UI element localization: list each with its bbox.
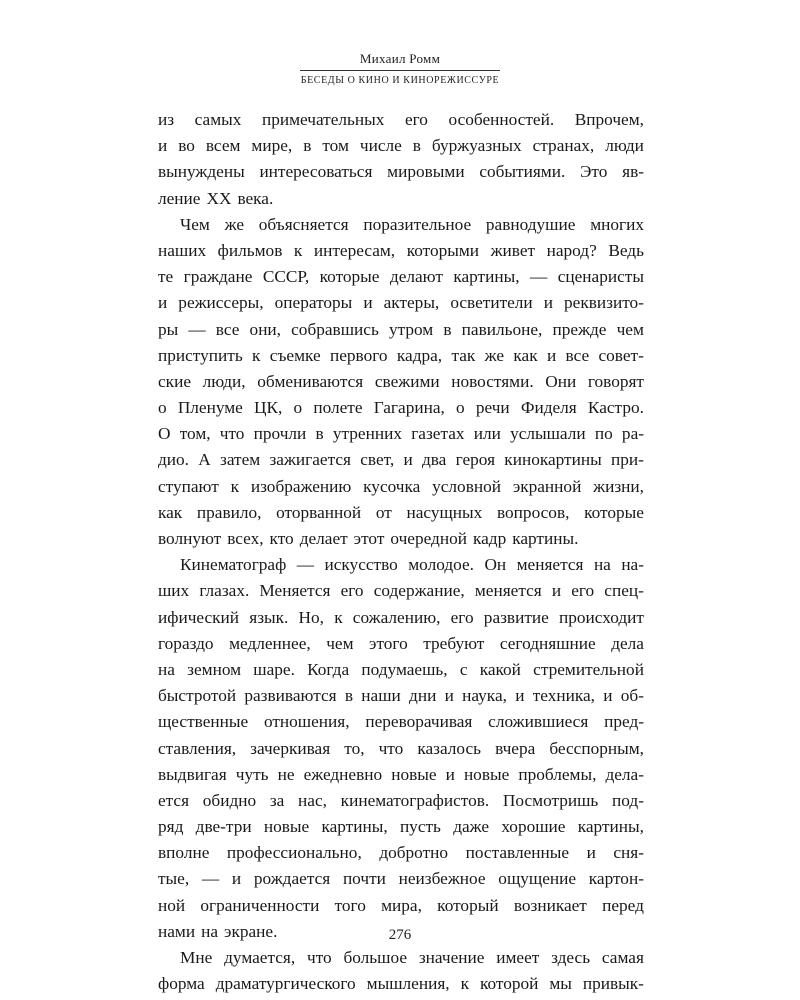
text-line: ставления, зачеркивая то, что казалось вчера бесспорным,: [158, 738, 644, 758]
header-rule: [300, 70, 500, 71]
text-line: ряд две-три новые картины, пусть даже хорошие картины,: [158, 817, 644, 837]
text-line: Мне думается, что большое значение имеет здесь самая: [180, 948, 644, 967]
text-line: вынуждены интересоваться мировыми событиями. Это яв-: [158, 162, 644, 182]
text-line: волнуют всех, кто делает этот очередной кадр картины.: [158, 529, 579, 548]
text-line: на земном шаре. Когда подумаешь, с какой стремительной: [158, 659, 644, 679]
text-line: те граждане СССР, которые делают картины, — сценаристы: [158, 267, 644, 287]
text-line: О том, что прочли в утренних газетах или услышали по ра-: [158, 424, 644, 444]
header-book-title: БЕСЕДЫ О КИНО И КИНОРЕЖИССУРЕ: [300, 75, 500, 86]
text-line: ление XX века.: [158, 188, 274, 208]
text-line: наших фильмов к интересам, которыми живет народ? Ведь: [158, 240, 644, 260]
text-line: щественные отношения, переворачивая сложившиеся пред-: [158, 712, 644, 732]
text-line: и режиссеры, операторы и актеры, осветители и реквизито-: [158, 293, 644, 313]
text-line: дио. А затем зажигается свет, и два героя кинокартины при-: [158, 450, 644, 470]
text-line: ифический язык. Но, к сожалению, его развитие происходит: [158, 607, 644, 627]
text-line: ной ограниченности того мира, который возникает перед: [158, 895, 644, 915]
text-line: ших глазах. Меняется его содержание, меняется и его спец-: [158, 581, 644, 601]
text-line: и во всем мире, в том числе в буржуазных странах, люди: [158, 136, 644, 156]
text-line: как правило, оторванной от насущных вопросов, которые: [158, 502, 644, 522]
page-number: 276: [388, 927, 412, 943]
text-line: выдвигая чуть не ежедневно новые и новые проблемы, дела-: [158, 764, 644, 784]
header-author: Михаил Ромм: [359, 51, 441, 66]
text-line: ется обидно за нас, кинематографистов. Посмотришь под-: [158, 790, 644, 810]
text-line: ступают к изображению кусочка условной экранной жизни,: [158, 476, 644, 496]
text-line: приступить к съемке первого кадра, так же как и все совет-: [158, 345, 644, 365]
text-line: о Пленуме ЦК, о полете Гагарина, о речи Фиделя Кастро.: [158, 398, 644, 418]
text-line: нами на экране.: [158, 921, 278, 941]
text-line: вполне профессионально, добротно поставленные и сня-: [158, 843, 644, 863]
text-line: ры — все они, собравшись утром в павильоне, прежде чем: [158, 319, 644, 339]
text-line: форма драматургического мышления, к которой мы привык-: [158, 974, 644, 994]
text-line: Кинематограф — искусство молодое. Он меняется на на-: [180, 555, 644, 575]
text-line: Чем же объясняется поразительное равнодушие многих: [180, 214, 644, 234]
text-line: ские люди, обмениваются свежими новостями. Они говорят: [158, 371, 644, 391]
text-line: гораздо медленнее, чем этого требуют сегодняшние дела: [158, 633, 644, 653]
text-line: из самых примечательных его особенностей. Впрочем,: [158, 110, 644, 129]
running-head: [300, 50, 500, 88]
text-line: тые, — и рождается почти неизбежное ощущение картон-: [158, 869, 644, 889]
text-line: быстротой развиваются в наши дни и наука, и техника, и об-: [158, 686, 644, 706]
page-body-text: [158, 107, 644, 997]
